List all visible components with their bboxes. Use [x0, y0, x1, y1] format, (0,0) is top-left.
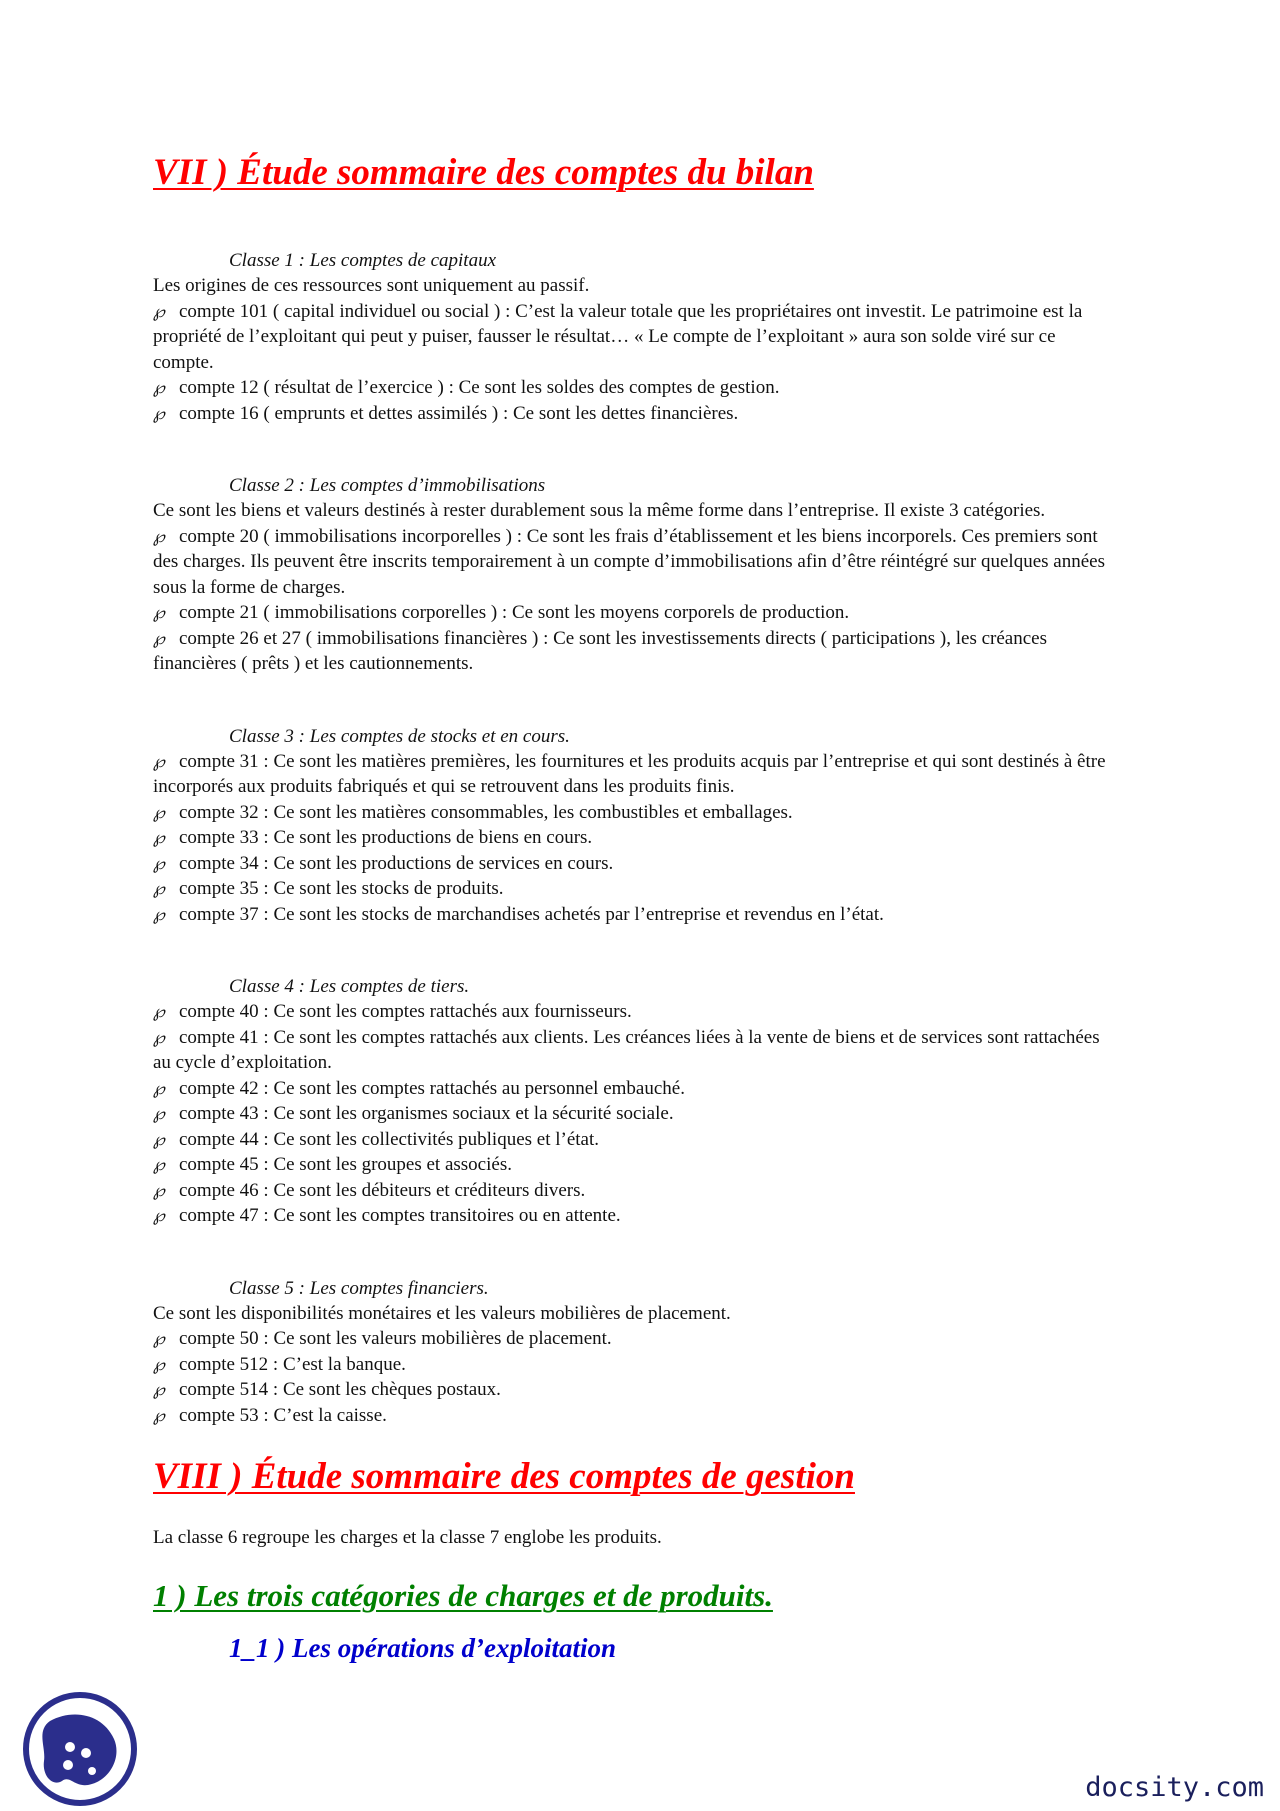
bullet-icon: ℘ — [153, 1027, 165, 1047]
account-item-text: compte 32 : Ce sont les matières consommables, les combustibles et emballages. — [179, 801, 793, 823]
account-item — [153, 375, 1113, 401]
bullet-icon: ℘ — [153, 879, 165, 898]
class-section — [153, 248, 1113, 426]
account-item — [153, 401, 1113, 427]
account-item-text: compte 44 : Ce sont les collectivités publiques et l’état. — [179, 1128, 600, 1150]
class-heading: Classe 2 : Les comptes d’immobilisations — [229, 475, 546, 496]
account-item — [153, 999, 1113, 1025]
account-item — [153, 299, 1113, 376]
class-intro: Ce sont les biens et valeurs destinés à rester durablement sous la même forme dans l’entreprise. Il existe 3 catégories. — [153, 500, 1046, 521]
bullet-icon: ℘ — [153, 1206, 165, 1225]
bullet-icon: ℘ — [153, 526, 165, 546]
account-item-text: compte 50 : Ce sont les valeurs mobilières de placement. — [179, 1328, 612, 1349]
class-section — [153, 724, 1113, 928]
account-item — [153, 800, 1113, 826]
account-item-text: compte 512 : C’est la banque. — [179, 1353, 406, 1375]
account-item-text: compte 37 : Ce sont les stocks de marchandises achetés par l’entreprise et revendus en l’état. — [179, 903, 884, 925]
class-intro: Ce sont les disponibilités monétaires et les valeurs mobilières de placement. — [153, 1302, 731, 1324]
bullet-icon: ℘ — [153, 1329, 165, 1348]
class-heading: Classe 4 : Les comptes de tiers. — [229, 976, 470, 997]
class-section — [153, 974, 1113, 1229]
account-item-text: compte 31 : Ce sont les matières premières, les fournitures et les produits acquis par l’entreprise et qui sont destinés à être incorporés aux produits fabriqués et qui se retrouvent dans les produits finis. — [153, 750, 1106, 797]
class-section — [153, 473, 1113, 677]
bullet-icon: ℘ — [153, 853, 165, 873]
account-item — [153, 749, 1113, 800]
bullet-icon: ℘ — [153, 1002, 165, 1021]
account-item-text: compte 26 et 27 ( immobilisations financières ) : Ce sont les investissements directs ( participations ), les créances financières ( prêts ) et les cautionnements. — [153, 627, 1047, 674]
docsity-logo-icon — [22, 1691, 138, 1807]
account-item-text: compte 46 : Ce sont les débiteurs et créditeurs divers. — [179, 1179, 586, 1201]
account-item-text: compte 35 : Ce sont les stocks de produits. — [179, 878, 504, 899]
account-item-text: compte 53 : C’est la caisse. — [179, 1404, 387, 1426]
class-heading: Classe 3 : Les comptes de stocks et en cours. — [229, 725, 570, 747]
account-item-text: compte 16 ( emprunts et dettes assimilés ) : Ce sont les dettes financières. — [179, 402, 739, 424]
section-viii-intro: La classe 6 regroupe les charges et la classe 7 englobe les produits. — [153, 1527, 662, 1548]
bullet-icon: ℘ — [153, 1180, 165, 1200]
account-item — [153, 1203, 1113, 1229]
bullet-icon: ℘ — [153, 751, 165, 771]
account-item-text: compte 42 : Ce sont les comptes rattachés au personnel embauché. — [179, 1077, 685, 1099]
bullet-icon: ℘ — [153, 603, 165, 622]
bullet-icon: ℘ — [153, 378, 165, 397]
bullet-icon: ℘ — [153, 1078, 165, 1098]
class-section — [153, 1276, 1113, 1429]
bullet-icon: ℘ — [153, 1104, 165, 1123]
class-heading: Classe 5 : Les comptes financiers. — [229, 1277, 489, 1299]
bullet-icon: ℘ — [153, 1405, 165, 1425]
account-item-text: compte 33 : Ce sont les productions de biens en cours. — [179, 827, 593, 848]
subsection-title-1-1: 1_1 ) Les opérations d’exploitation — [229, 1632, 616, 1663]
account-item — [153, 1403, 1113, 1429]
bullet-icon: ℘ — [153, 1155, 165, 1174]
classes-list — [153, 248, 1113, 1428]
account-item — [153, 524, 1113, 601]
account-item — [153, 1127, 1113, 1153]
account-item-text: compte 43 : Ce sont les organismes sociaux et la sécurité sociale. — [179, 1103, 674, 1124]
section-title-viii: VIII ) Étude sommaire des comptes de gestion — [153, 1456, 855, 1497]
account-item — [153, 825, 1113, 851]
account-item-text: compte 101 ( capital individuel ou social ) : C’est la valeur totale que les propriétaires ont investit. Le patrimoine est la propriété de l’exploitant qui peut y puiser, fausser le résultat… « Le compte de l’exploitant » aura son solde viré sur ce compte. — [153, 300, 1083, 373]
account-item — [153, 626, 1113, 677]
section-title-vii: VII ) Étude sommaire des comptes du bilan — [153, 152, 814, 193]
account-item-text: compte 21 ( immobilisations corporelles ) : Ce sont les moyens corporels de production. — [179, 602, 850, 623]
account-item — [153, 1076, 1113, 1102]
account-item-text: compte 41 : Ce sont les comptes rattachés aux clients. Les créances liées à la vente de biens et de services sont rattachées au cycle d’exploitation. — [153, 1026, 1100, 1073]
brand-watermark: docsity.com — [1085, 1772, 1264, 1803]
account-item-text: compte 34 : Ce sont les productions de services en cours. — [179, 852, 614, 874]
account-item — [153, 600, 1113, 626]
account-item — [153, 1178, 1113, 1204]
account-item — [153, 1377, 1113, 1403]
account-item-text: compte 40 : Ce sont les comptes rattachés aux fournisseurs. — [179, 1001, 632, 1022]
account-item — [153, 851, 1113, 877]
class-intro: Les origines de ces ressources sont uniquement au passif. — [153, 275, 590, 296]
account-item-text: compte 12 ( résultat de l’exercice ) : Ce sont les soldes des comptes de gestion. — [179, 377, 780, 398]
bullet-icon: ℘ — [153, 904, 165, 924]
account-item — [153, 1352, 1113, 1378]
bullet-icon: ℘ — [153, 1380, 165, 1399]
bullet-icon: ℘ — [153, 1129, 165, 1149]
account-item — [153, 1326, 1113, 1352]
bullet-icon: ℘ — [153, 802, 165, 822]
account-item — [153, 902, 1113, 928]
bullet-icon: ℘ — [153, 301, 165, 321]
document-content — [153, 150, 1113, 1666]
bullet-icon: ℘ — [153, 1354, 165, 1374]
bullet-icon: ℘ — [153, 403, 165, 423]
account-item — [153, 1152, 1113, 1178]
account-item-text: compte 20 ( immobilisations incorporelles ) : Ce sont les frais d’établissement et les biens incorporels. Ces premiers sont des charges. Ils peuvent être inscrits temporairement à un compte d’immobilisations afin d’être réintégré sur quelques années sous la forme de charges. — [153, 525, 1105, 598]
account-item-text: compte 514 : Ce sont les chèques postaux. — [179, 1379, 501, 1400]
class-heading: Classe 1 : Les comptes de capitaux — [229, 250, 497, 271]
subsection-title-1: 1 ) Les trois catégories de charges et de produits. — [153, 1577, 773, 1613]
account-item-text: compte 47 : Ce sont les comptes transitoires ou en attente. — [179, 1205, 621, 1226]
bullet-icon: ℘ — [153, 628, 165, 648]
account-item — [153, 876, 1113, 902]
bullet-icon: ℘ — [153, 828, 165, 847]
account-item-text: compte 45 : Ce sont les groupes et associés. — [179, 1154, 512, 1175]
account-item — [153, 1101, 1113, 1127]
account-item — [153, 1025, 1113, 1076]
